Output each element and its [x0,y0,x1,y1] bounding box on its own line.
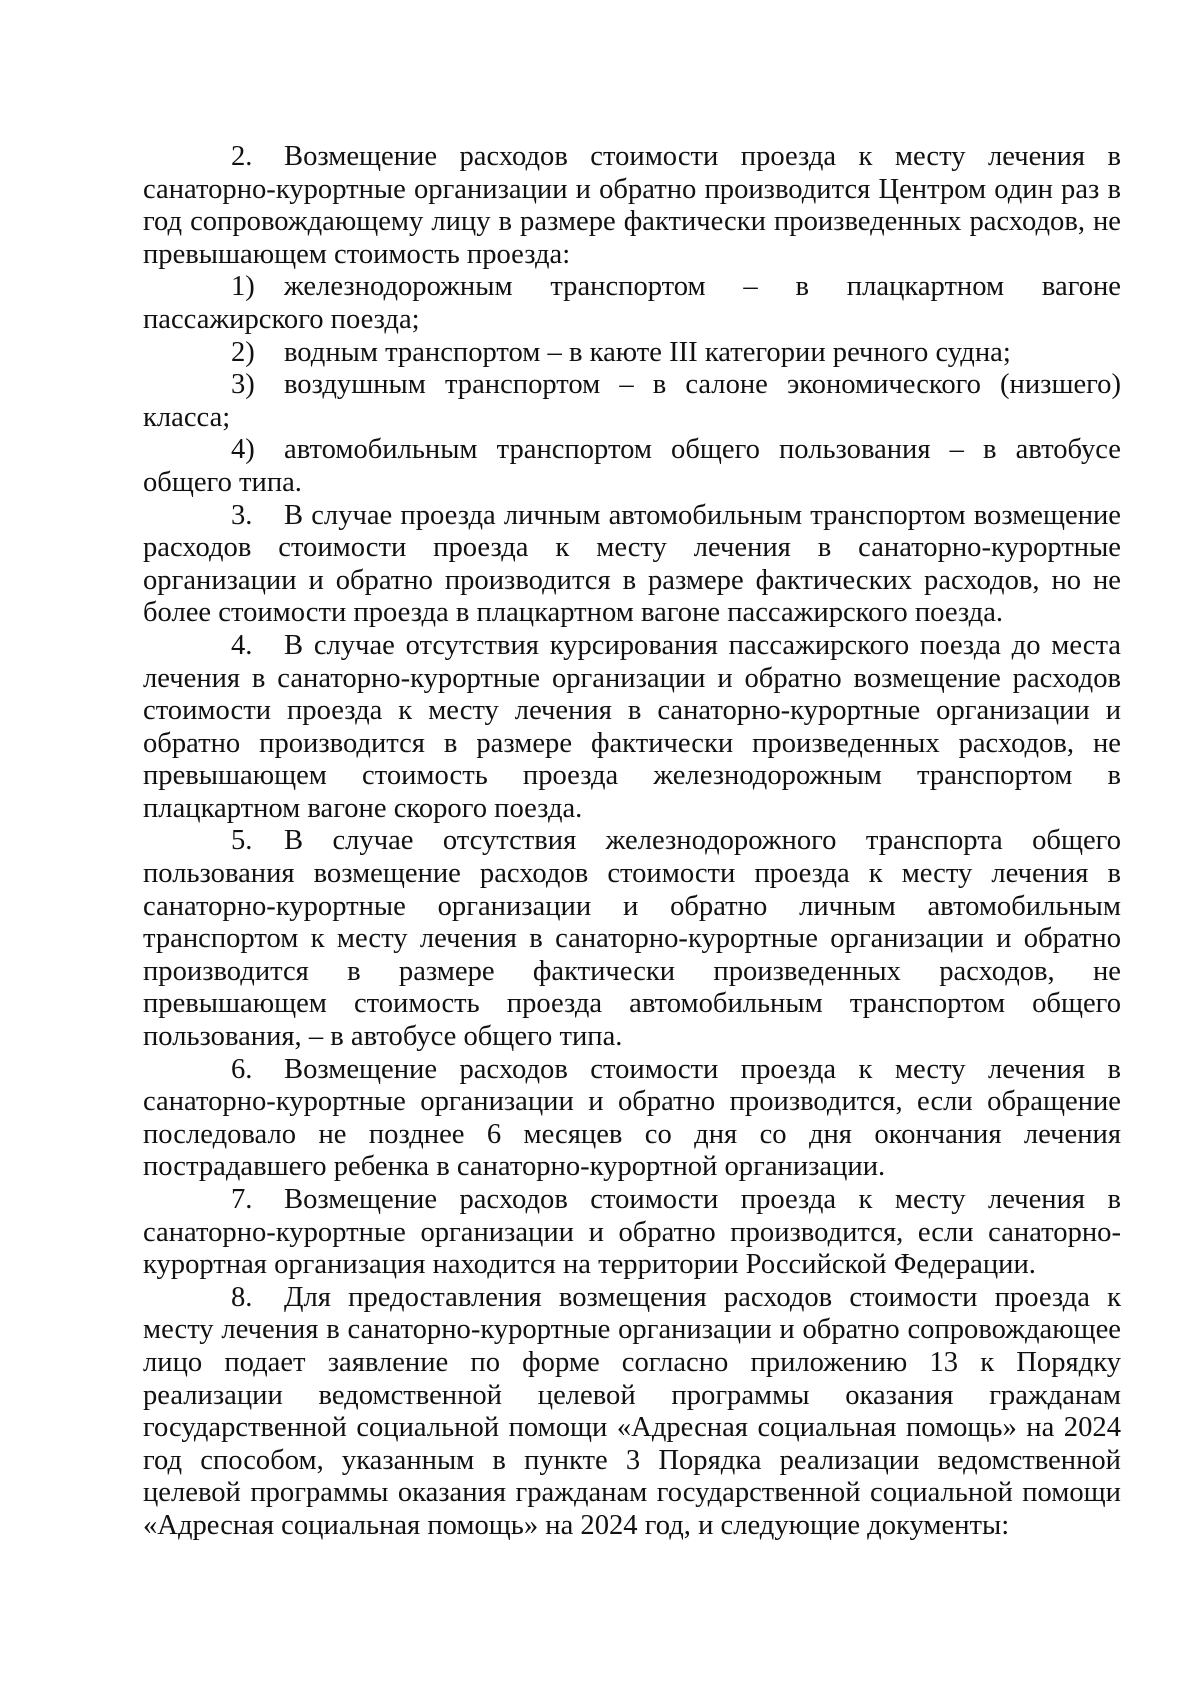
document-body [143,141,1121,1543]
list-item-text: железнодорожным транспортом – в плацкартном вагоне пассажирского поезда; [143,271,1121,335]
list-item-text: водным транспортом – в каюте III категории речного судна; [284,336,1011,368]
paragraph-number: 8. [231,1281,253,1313]
paragraph-number: 7. [231,1184,253,1215]
paragraph-number: 4. [231,629,253,661]
paragraph-number: 5. [231,825,253,857]
paragraph-text: В случае проезда личным автомобильным транспортом возмещение расходов стоимости проезда к месту лечения в санаторно-курортные организации и обратно производится в размере фактических расходов, но не более стоимости проезда в плацкартном вагоне пассажирского поезда. [143,499,1121,629]
paragraph-2 [143,141,1121,271]
paragraph-text: В случае отсутствия курсирования пассажирского поезда до места лечения в санаторно-курортные организации и обратно возмещение расходов стоимости проезда к месту лечения в санаторно-курортные организации и обратно производится в размере фактически произведенных расходов, не превышающем стоимость проезда железнодорожным транспортом в плацкартном вагоне скорого поезда. [143,629,1121,824]
list-item-2 [143,337,1121,370]
paragraph-5 [143,825,1121,1053]
paragraph-text: Для предоставления возмещения расходов стоимости проезда к месту лечения в санаторно-курортные организации и обратно сопровождающее лицо подает заявление по форме согласно приложению 13 к Порядку реализации ведомственной целевой программы оказания гражданам государственной социальной помощи «Адресная социальная помощь» на 2024 год способом, указанным в пункте 3 Порядка реализации ведомственной целевой программы оказания гражданам государственной социальной помощи «Адресная социальная помощь» на 2024 год, и следующие документы: [143,1281,1121,1541]
paragraph-6 [143,1054,1121,1184]
paragraph-text: Возмещение расходов стоимости проезда к месту лечения в санаторно-курортные организации и обратно производится Центром один раз в год сопровождающему лицу в размере фактически произведенных расходов, не превышающем стоимость проезда: [143,141,1121,270]
list-item-text: воздушным транспортом – в салоне экономического (низшего) класса; [143,369,1121,433]
paragraph-text: Возмещение расходов стоимости проезда к месту лечения в санаторно-курортные организации и обратно производится, если санаторно-курортная организация находится на территории Российской Федерации. [143,1184,1121,1281]
list-item-4 [143,434,1121,499]
paragraph-8 [143,1282,1121,1543]
paragraph-7 [143,1184,1121,1282]
paragraph-number: 3. [231,499,253,531]
list-item-number: 4) [231,434,255,466]
list-item-number: 1) [231,271,255,303]
list-item-1 [143,271,1121,336]
paragraph-text: Возмещение расходов стоимости проезда к месту лечения в санаторно-курортные организации и обратно производится, если обращение последовало не позднее 6 месяцев со дня со дня окончания лечения пострадавшего ребенка в санаторно-курортной организации. [143,1053,1121,1183]
list-item-3 [143,369,1121,434]
list-item-number: 2) [231,336,255,368]
paragraph-number: 6. [231,1053,253,1085]
paragraph-text: В случае отсутствия железнодорожного транспорта общего пользования возмещение расходов стоимости проезда к месту лечения в санаторно-курортные организации и обратно личным автомобильным транспортом к месту лечения в санаторно-курортные организации и обратно производится в размере фактически произведенных расходов, не превышающем стоимость проезда автомобильным транспортом общего пользования, – в автобусе общего типа. [143,825,1121,1053]
list-item-text: автомобильным транспортом общего пользования – в автобусе общего типа. [143,434,1121,498]
list-item-number: 3) [231,369,255,401]
paragraph-3 [143,500,1121,630]
paragraph-number: 2. [231,141,253,172]
paragraph-4 [143,630,1121,826]
